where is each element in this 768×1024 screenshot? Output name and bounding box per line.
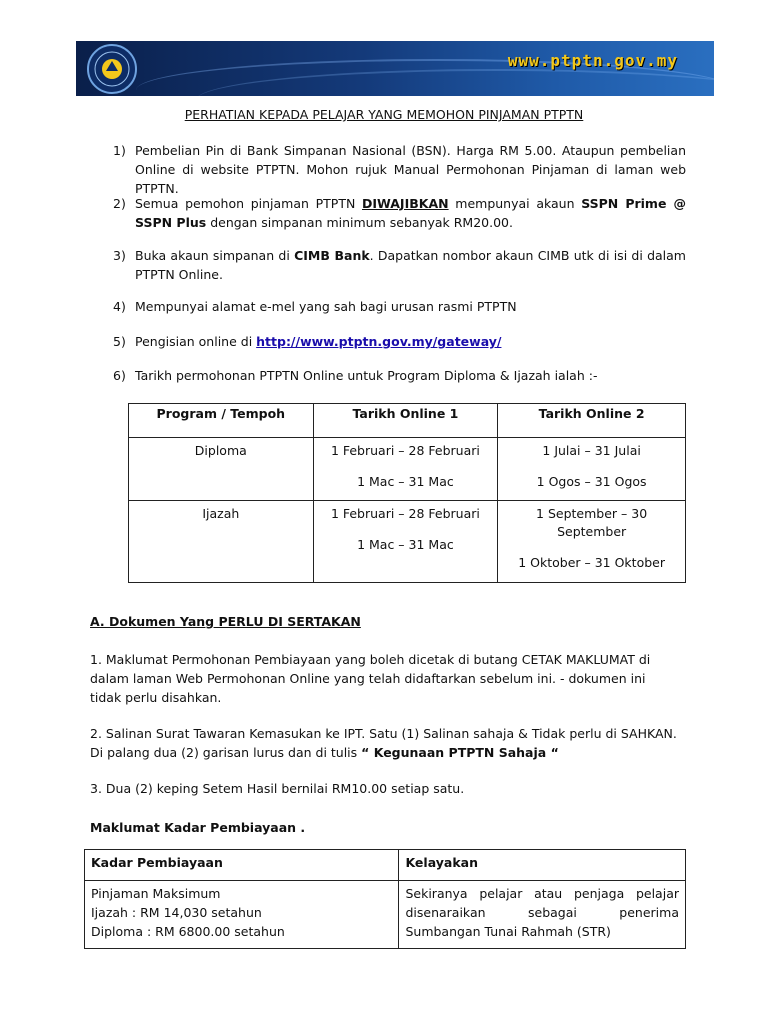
date-range: 1 Julai – 31 Julai: [542, 443, 641, 458]
page-title: PERHATIAN KEPADA PELAJAR YANG MEMOHON PINJAMAN PTPTN: [184, 107, 584, 122]
item-text: Pembelian Pin di Bank Simpanan Nasional (BSN). Harga RM 5.00. Ataupun pembelian Online di website PTPTN. Mohon rujuk Manual Permohonan Pinjaman di laman web PTPTN.: [135, 143, 686, 196]
item-text-part: Semua pemohon pinjaman PTPTN: [135, 196, 362, 211]
table-header-row: [85, 850, 686, 881]
item-text: [135, 332, 686, 351]
table-cell: [399, 881, 686, 949]
schedule-table: [128, 403, 686, 583]
site-url[interactable]: www.ptptn.gov.my: [507, 51, 678, 70]
date-range: 1 Mac – 31 Mac: [357, 537, 454, 552]
document-paragraph: [90, 724, 680, 762]
financing-table: [84, 849, 686, 949]
item-text: [135, 246, 686, 284]
table-header-row: [129, 404, 686, 438]
column-header: Kadar Pembiayaan: [85, 850, 399, 881]
rate-line: Pinjaman Maksimum: [91, 886, 221, 901]
item-text-part: dengan simpanan minimum sebanyak RM20.00.: [206, 215, 513, 230]
financing-heading: Maklumat Kadar Pembiayaan .: [90, 820, 306, 835]
paragraph-emphasis: “ Kegunaan PTPTN Sahaja “: [361, 745, 559, 760]
column-header: Program / Tempoh: [129, 404, 314, 438]
rate-line: Diploma : RM 6800.00 setahun: [91, 924, 285, 939]
spacer: [502, 541, 681, 554]
column-header: Kelayakan: [399, 850, 686, 881]
item-number: 2): [113, 196, 126, 211]
date-range: 1 September – 30 September: [536, 506, 648, 539]
list-item-5: [113, 332, 686, 351]
gateway-link[interactable]: http://www.ptptn.gov.my/gateway/: [256, 334, 502, 349]
table-cell: [129, 438, 314, 501]
table-cell: [85, 881, 399, 949]
table-row: [129, 501, 686, 583]
date-range: 1 Februari – 28 Februari: [330, 506, 480, 521]
item-emphasis: CIMB Bank: [294, 248, 370, 263]
table-row: [129, 438, 686, 501]
table-row: [85, 881, 686, 949]
list-item-4: [113, 297, 686, 316]
table-cell: [313, 501, 498, 583]
item-number: 4): [113, 299, 126, 314]
list-item-3: [113, 246, 686, 284]
list-item-1: [113, 141, 686, 198]
document-paragraph: 1. Maklumat Permohonan Pembiayaan yang boleh dicetak di butang CETAK MAKLUMAT di dalam laman Web Permohonan Online yang telah didaftarkan sebelum ini. - dokumen ini tidak perlu disahkan.: [90, 652, 651, 705]
table-cell: [129, 501, 314, 583]
date-range: 1 Februari – 28 Februari: [330, 443, 480, 458]
section-heading: A. Dokumen Yang PERLU DI SERTAKAN: [90, 614, 361, 629]
date-range: 1 Ogos – 31 Ogos: [536, 474, 647, 489]
list-item-2: [113, 194, 686, 232]
item-emphasis: DIWAJIBKAN: [362, 196, 449, 211]
program-name: Diploma: [194, 443, 247, 458]
item-text-part: . Dapatkan nombor akaun CIMB utk di isi di dalam PTPTN Online.: [135, 248, 686, 282]
item-emphasis: SSPN Prime @ SSPN Plus: [135, 196, 686, 230]
table-cell: [498, 438, 686, 501]
item-text: Tarikh permohonan PTPTN Online untuk Program Diploma & Ijazah ialah :-: [135, 368, 598, 383]
item-text-part: Buka akaun simpanan di: [135, 248, 295, 263]
eligibility-text: Sekiranya pelajar atau penjaga pelajar disenaraikan sebagai penerima Sumbangan Tunai Rahmah (STR): [405, 886, 679, 939]
table-cell: [313, 438, 498, 501]
ptptn-logo-icon: [86, 43, 138, 95]
table-cell: [498, 501, 686, 583]
item-text-part: Pengisian online di: [135, 334, 257, 349]
date-range: 1 Oktober – 31 Oktober: [518, 555, 665, 570]
date-range: 1 Mac – 31 Mac: [357, 474, 454, 489]
item-number: 3): [113, 248, 126, 263]
rate-line: Ijazah : RM 14,030 setahun: [91, 905, 262, 920]
item-text-part: mempunyai akaun: [448, 196, 582, 211]
header-banner: [76, 41, 714, 96]
item-number: 6): [113, 368, 126, 383]
item-number: 5): [113, 334, 126, 349]
spacer: [318, 460, 494, 473]
paragraph-text: 2. Salinan Surat Tawaran Kemasukan ke IPT. Satu (1) Salinan sahaja & Tidak perlu di SAHKAN. Di palang dua (2) garisan lurus dan di tulis: [90, 726, 677, 760]
item-text: Mempunyai alamat e-mel yang sah bagi urusan rasmi PTPTN: [135, 299, 517, 314]
item-number: 1): [113, 143, 126, 158]
column-header: Tarikh Online 2: [498, 404, 686, 438]
spacer: [318, 523, 494, 536]
program-name: Ijazah: [202, 506, 240, 521]
list-item-6: [113, 366, 686, 385]
spacer: [502, 460, 681, 473]
item-text: [135, 194, 686, 232]
column-header: Tarikh Online 1: [313, 404, 498, 438]
document-paragraph: 3. Dua (2) keping Setem Hasil bernilai RM10.00 setiap satu.: [90, 781, 465, 796]
